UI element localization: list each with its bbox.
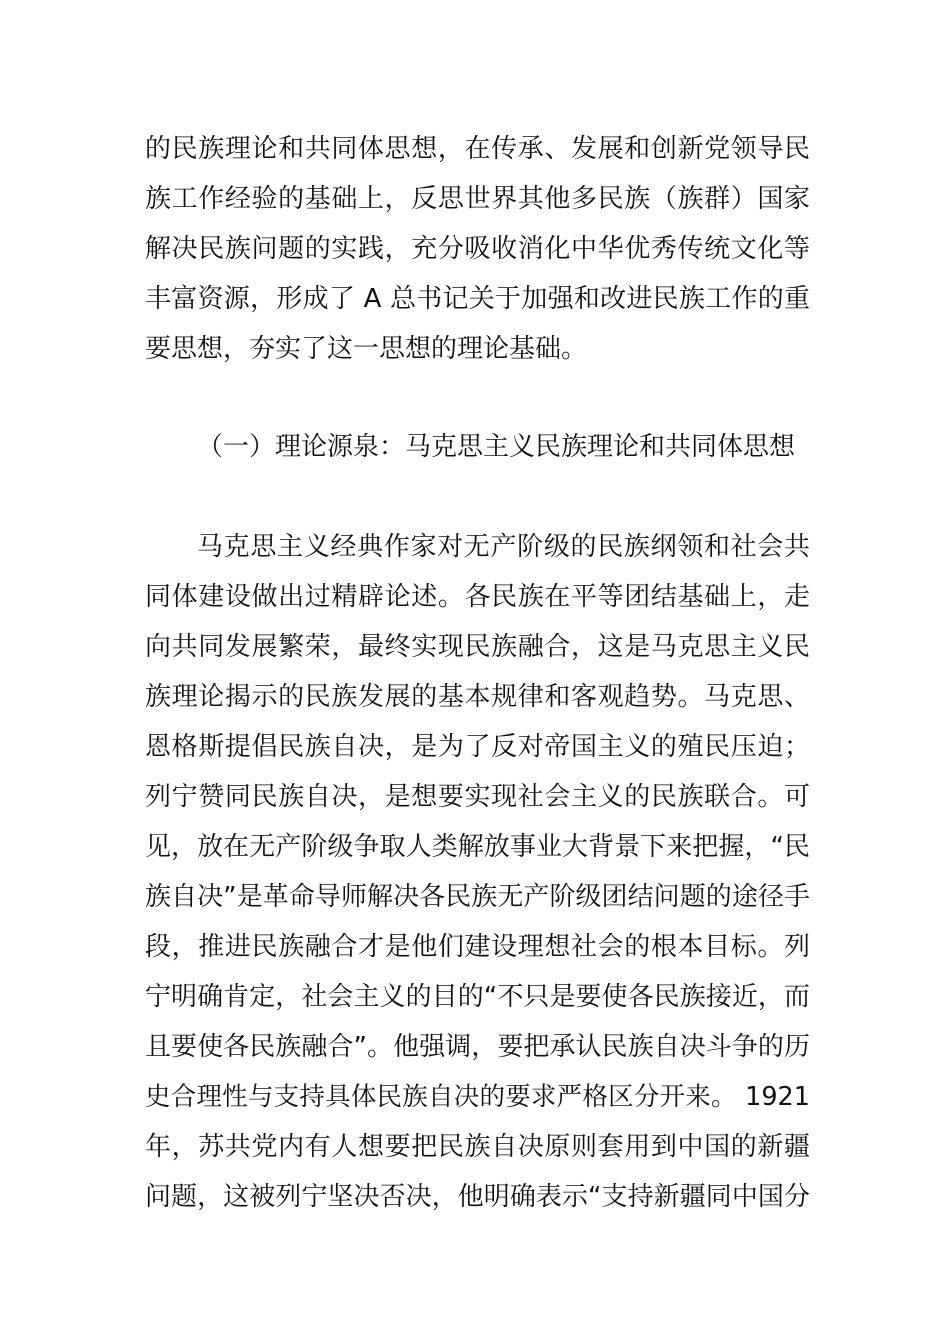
- section-heading: （一）理论源泉：马克思主义民族理论和共同体思想: [197, 432, 796, 462]
- paragraph-1-line-4: 丰富资源，形成了 A 总书记关于加强和改进民族工作的重: [145, 284, 810, 314]
- paragraph-1-line-1: 的民族理论和共同体思想，在传承、发展和创新党领导民: [145, 134, 810, 164]
- paragraph-2-line-14: 问题，这被列宁坚决否决，他明确表示“支持新疆同中国分: [145, 1182, 810, 1212]
- paragraph-2-line-8: 族自决”是革命导师解决各民族无产阶级团结问题的途径手: [145, 882, 810, 912]
- paragraph-2-line-3: 向共同发展繁荣，最终实现民族融合，这是马克思主义民: [145, 632, 810, 662]
- paragraph-2-line-12: 史合理性与支持具体民族自决的要求严格区分开来。 1921: [145, 1082, 810, 1112]
- paragraph-2-line-7: 见，放在无产阶级争取人类解放事业大背景下来把握，“民: [145, 832, 810, 862]
- paragraph-1-line-5: 要思想，夯实了这一思想的理论基础。: [145, 334, 588, 364]
- paragraph-2-line-10: 宁明确肯定，社会主义的目的“不只是要使各民族接近，而: [145, 982, 810, 1012]
- paragraph-2-line-2: 同体建设做出过精辟论述。各民族在平等团结基础上，走: [145, 582, 810, 612]
- paragraph-2-line-4: 族理论揭示的民族发展的基本规律和客观趋势。马克思、: [145, 682, 810, 712]
- paragraph-2-line-1: 马克思主义经典作家对无产阶级的民族纲领和社会共: [197, 532, 810, 562]
- paragraph-2-line-11: 且要使各民族融合”。他强调，要把承认民族自决斗争的历: [145, 1032, 810, 1062]
- paragraph-2-line-9: 段，推进民族融合才是他们建设理想社会的根本目标。列: [145, 932, 810, 962]
- paragraph-1-line-2: 族工作经验的基础上，反思世界其他多民族（族群）国家: [145, 184, 810, 214]
- paragraph-2-line-5: 恩格斯提倡民族自决，是为了反对帝国主义的殖民压迫；: [145, 732, 810, 762]
- paragraph-1-line-3: 解决民族问题的实践，充分吸收消化中华优秀传统文化等: [145, 234, 810, 264]
- paragraph-2-line-13: 年，苏共党内有人想要把民族自决原则套用到中国的新疆: [145, 1132, 810, 1162]
- paragraph-2-line-6: 列宁赞同民族自决，是想要实现社会主义的民族联合。可: [145, 782, 810, 812]
